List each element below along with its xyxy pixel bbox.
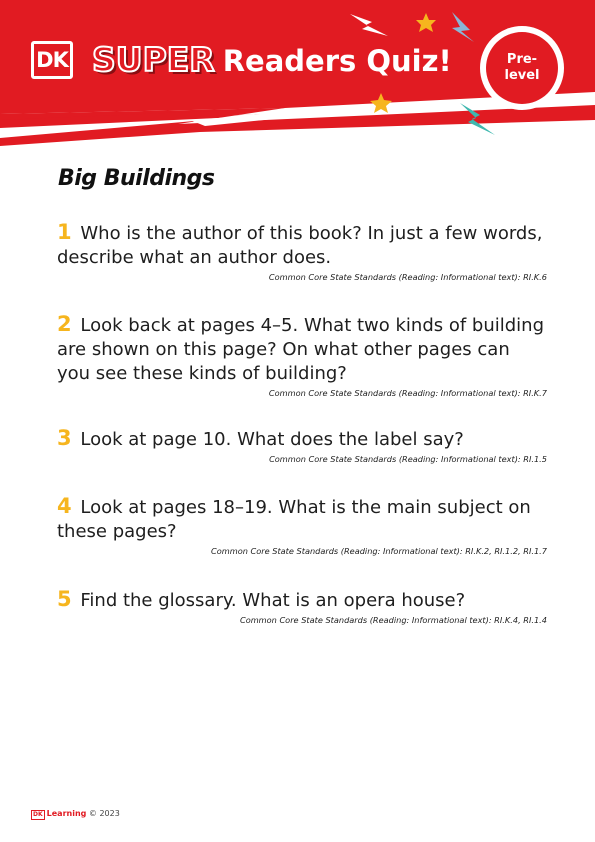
badge-line-1: Pre- [506, 52, 538, 67]
standard-reference: Common Core State Standards (Reading: Informational text): RI.K.7 [268, 388, 547, 398]
footer [31, 809, 120, 820]
footer-dk-logo: DK [33, 811, 43, 818]
question-text [57, 312, 547, 386]
question-body: Look at page 10. What does the label say? [80, 429, 464, 450]
standard-reference: Common Core State Standards (Reading: Informational text): RI.K.4, RI.1.4 [239, 615, 547, 625]
footer-learning: Learning [46, 809, 87, 818]
banner-title [92, 38, 452, 83]
question-4 [57, 494, 547, 556]
question-body: Find the glossary. What is an opera house? [80, 590, 466, 611]
question-number: 1 [57, 220, 72, 244]
standard-reference: Common Core State Standards (Reading: Informational text): RI.1.5 [269, 454, 547, 464]
question-3 [57, 426, 547, 464]
level-badge [480, 26, 564, 110]
question-text [57, 426, 547, 452]
dk-logo: DK [31, 41, 73, 79]
question-2 [57, 312, 547, 398]
question-5 [57, 587, 547, 625]
question-text [57, 494, 547, 544]
question-text [57, 587, 547, 613]
footer-copyright: © 2023 [88, 809, 120, 818]
standard-reference: Common Core State Standards (Reading: Informational text): RI.K.6 [268, 272, 547, 282]
question-1 [57, 220, 547, 282]
question-number: 2 [57, 312, 72, 336]
title-rest: Readers Quiz! [222, 44, 452, 78]
standard-reference: Common Core State Standards (Reading: Informational text): RI.K.2, RI.1.2, RI.1.7 [211, 546, 547, 556]
question-number: 3 [57, 426, 72, 450]
question-number: 5 [57, 587, 72, 611]
question-body: Look at pages 18–19. What is the main subject on these pages? [57, 497, 531, 542]
page-title: Big Buildings [58, 166, 215, 191]
title-super: SUPER [92, 40, 215, 79]
question-text [57, 220, 547, 270]
question-body: Who is the author of this book? In just a few words, describe what an author does. [57, 223, 543, 268]
badge-line-2: level [504, 68, 540, 83]
question-number: 4 [57, 494, 72, 518]
question-body: Look back at pages 4–5. What two kinds of building are shown on this page? On what other pages can you see these kinds of building? [57, 315, 545, 384]
